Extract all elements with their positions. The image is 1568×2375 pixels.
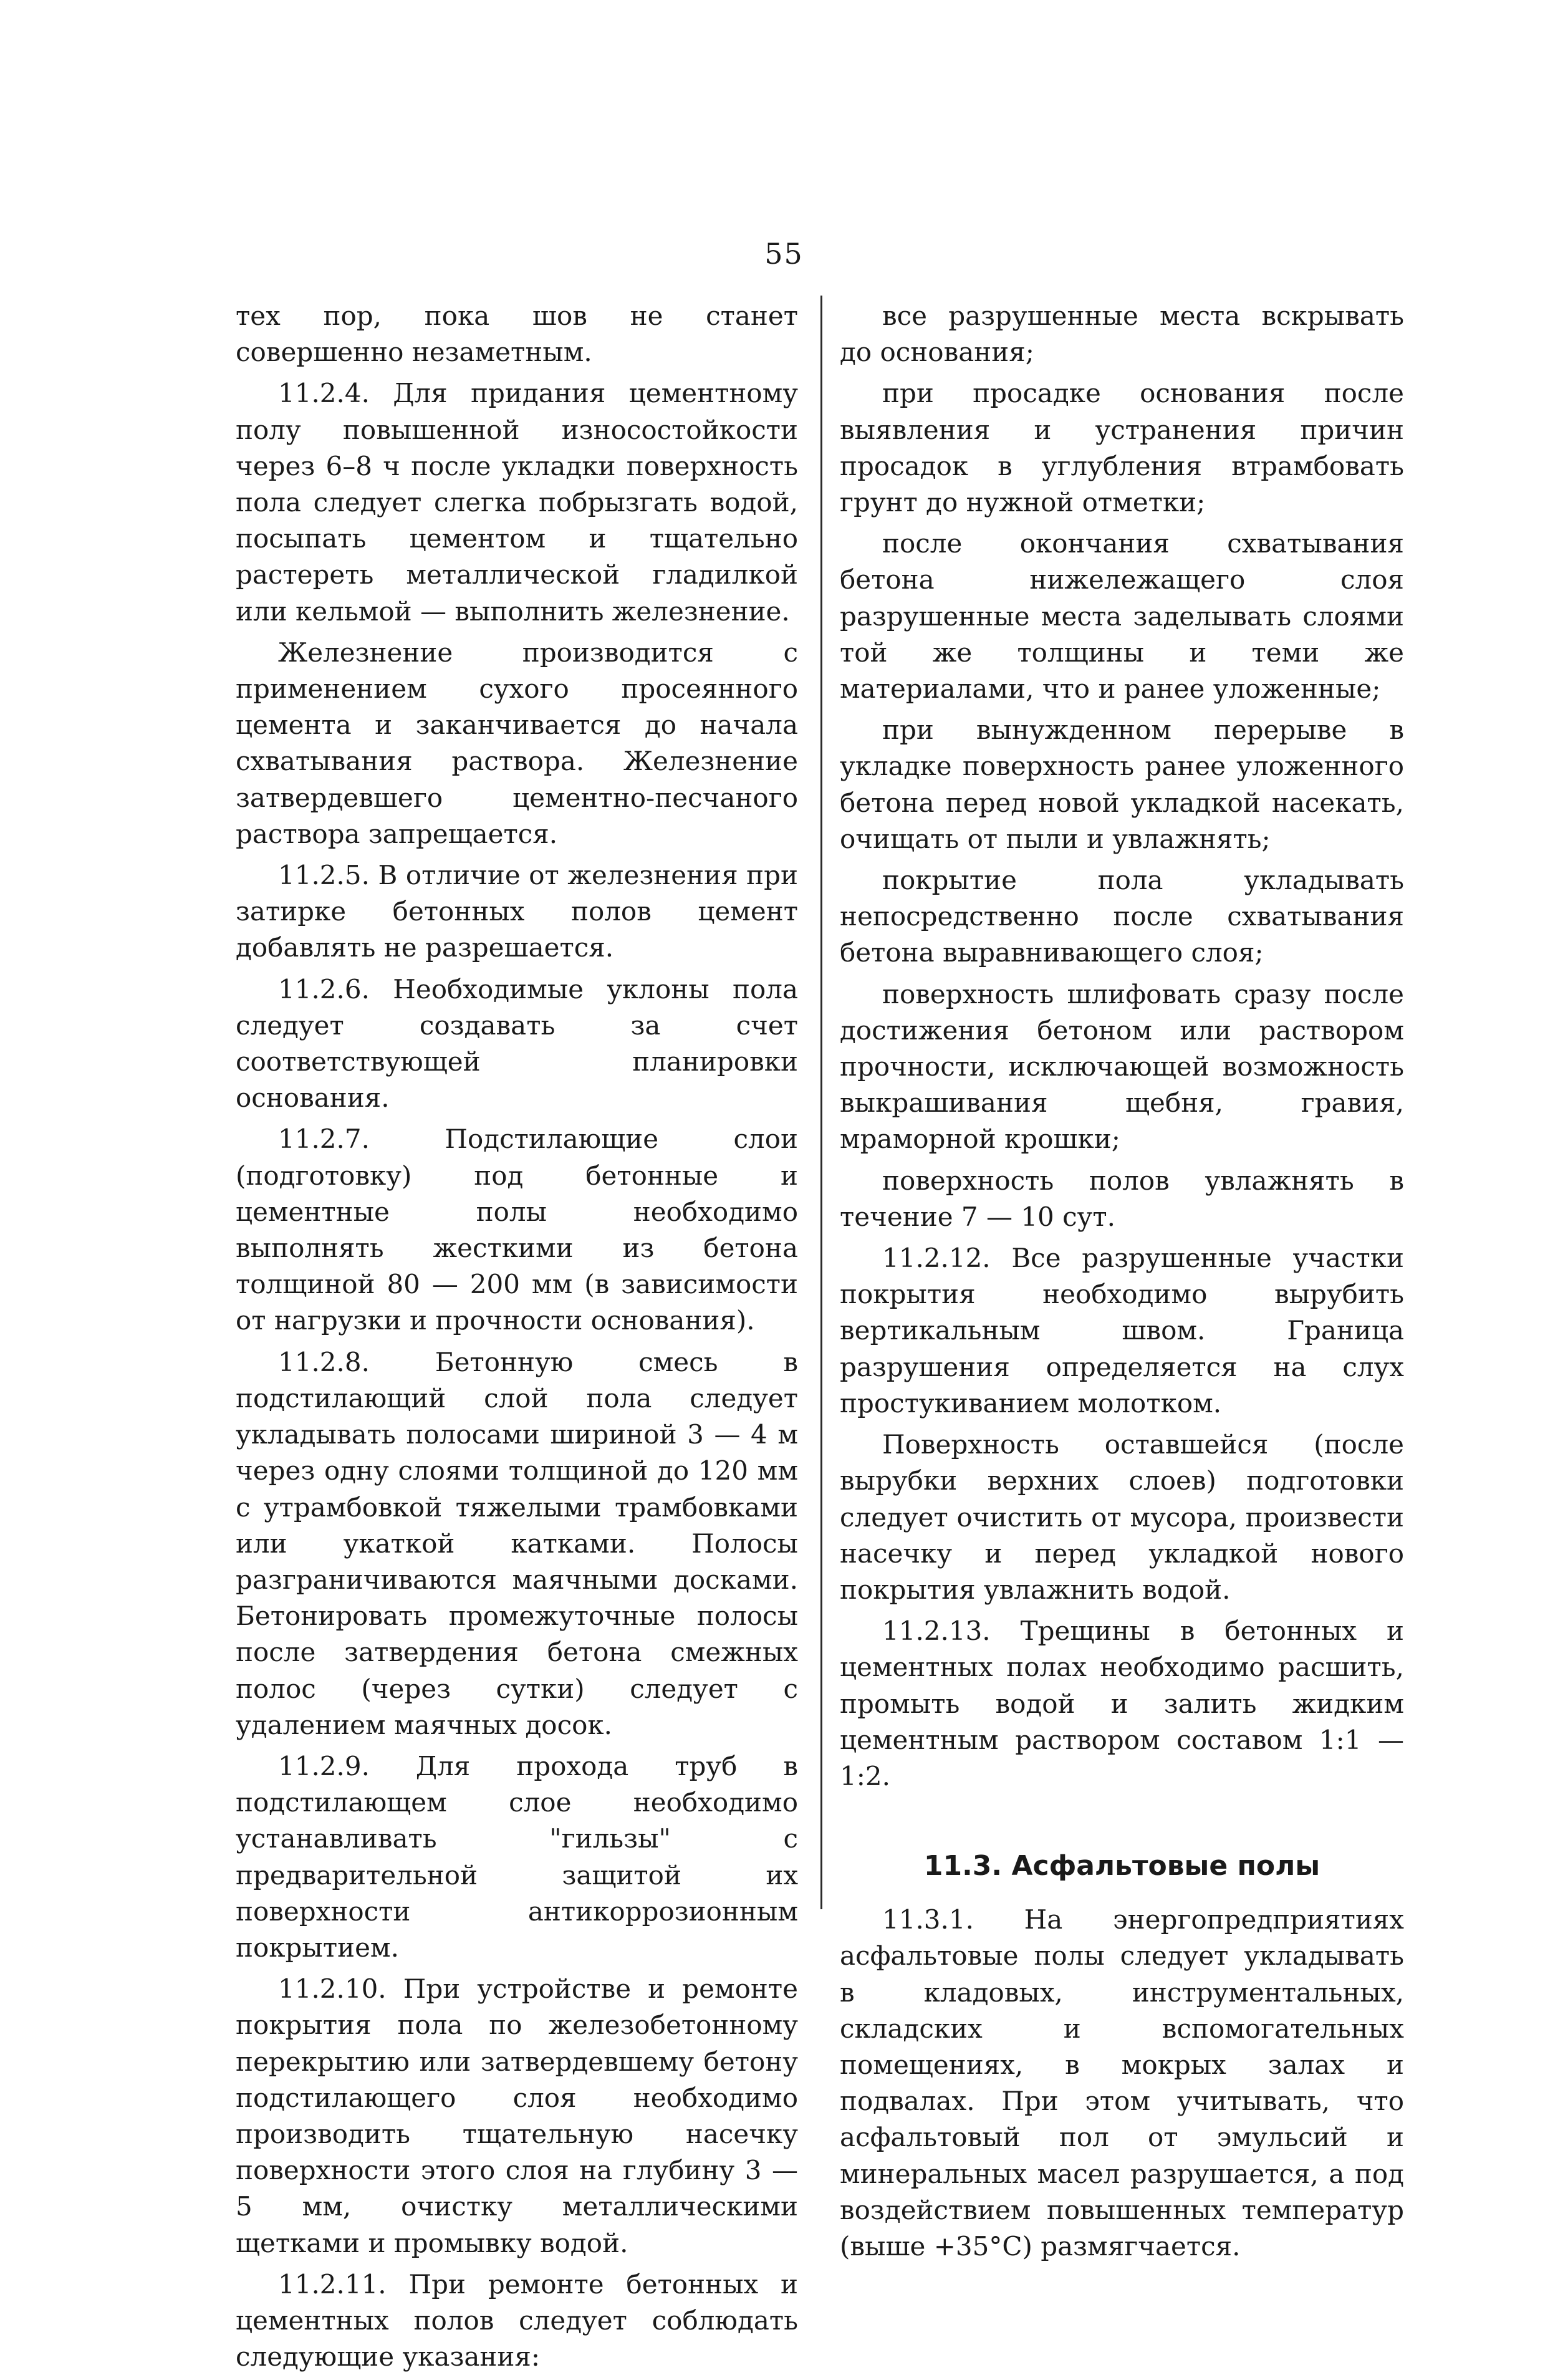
paragraph: 11.2.5. В отличие от железнения при затирке бетонных полов цемент добавлять не разрешается. — [236, 860, 798, 963]
list-item: при вынужденном перерыве в укладке поверхность ранее уложенного бетона перед новой укладкой насекать, очищать от пыли и увлажнять; — [840, 715, 1404, 854]
paragraph: 11.3.1. На энергопредприятиях асфальтовые полы следует укладывать в кладовых, инструментальных, складских и вспомогательных помещениях, в мокрых залах и подвалах. При этом учитывать, что асфальтовый пол от эмульсий и минеральных масел разрушается, а под воздействием повышенных температур (выше +35°С) размягчается. — [840, 1904, 1404, 2262]
paragraph: тех пор, пока шов не станет совершенно незаметным. — [236, 301, 798, 368]
paragraph: Железнение производится с применением сухого просеянного цемента и заканчивается до начала схватывания раствора. Железнение затвердевшего цементно-песчаного раствора запрещается. — [236, 637, 798, 849]
paragraph: 11.2.12. Все разрушенные участки покрытия необходимо вырубить вертикальным швом. Граница разрушения определяется на слух простукиванием молотком. — [840, 1243, 1404, 1419]
list-item: при просадке основания после выявления и устранения причин просадок в углубления втрамбовать грунт до нужной отметки; — [840, 378, 1404, 518]
paragraph: 11.2.10. При устройстве и ремонте покрытия пола по железобетонному перекрытию или затвердевшему бетону подстилающего слоя необходимо производить тщательную насечку поверхности этого слоя на глубину 3 — 5 мм, очистку металлическими щетками и промывку водой. — [236, 1973, 798, 2258]
paragraph: 11.2.7. Подстилающие слои (подготовку) под бетонные и цементные полы необходимо выполнять жесткими из бетона толщиной 80 — 200 мм (в зависимости от нагрузки и прочности основания). — [236, 1124, 798, 1336]
paragraph: 11.2.13. Трещины в бетонных и цементных полах необходимо расшить, промыть водой и залить жидким цементным раствором составом 1:1 — 1:2. — [840, 1616, 1404, 1791]
page-number: 55 — [764, 237, 804, 271]
right-column — [840, 298, 1404, 2265]
paragraph: 11.2.9. Для прохода труб в подстилающем слое необходимо устанавливать "гильзы" с предварительной защитой их поверхности антикоррозионным покрытием. — [236, 1750, 798, 1963]
paragraph: 11.2.11. При ремонте бетонных и цементных полов следует соблюдать следующие указания: — [236, 2268, 798, 2373]
column-divider — [820, 296, 822, 1909]
paragraph: 11.2.4. Для придания цементному полу повышенной износостойкости через 6–8 ч после укладки поверхность пола следует слегка побрызгать водой, посыпать цементом и тщательно растереть металлической гладилкой или кельмой — выполнить железнение. — [236, 378, 798, 627]
list-item: поверхность полов увлажнять в течение 7 — 10 сут. — [840, 1165, 1404, 1232]
list-item: покрытие пола укладывать непосредственно после схватывания бетона выравнивающего слоя; — [840, 865, 1404, 968]
list-item: поверхность шлифовать сразу после достижения бетоном или раствором прочности, исключающей возможность выкрашивания щебня, гравия, мраморной крошки; — [840, 978, 1404, 1155]
paragraph: Поверхность оставшейся (после вырубки верхних слоев) подготовки следует очистить от мусора, произвести насечку и перед укладкой нового покрытия увлажнить водой. — [840, 1429, 1404, 1605]
section-heading: 11.3. Асфальтовые полы — [923, 1850, 1320, 1882]
list-item: все разрушенные места вскрывать до основания; — [840, 301, 1404, 368]
paragraph: 11.2.6. Необходимые уклоны пола следует создавать за счет соответствующей планировки основания. — [236, 973, 798, 1114]
list-item: после окончания схватывания бетона нижележащего слоя разрушенные места заделывать слоями той же толщины и теми же материалами, что и ранее уложенные; — [840, 528, 1404, 705]
left-column — [236, 298, 798, 2375]
paragraph: 11.2.8. Бетонную смесь в подстилающий слой пола следует укладывать полосами шириной 3 — 4 м через одну слоями толщиной до 120 мм с утрамбовкой тяжелыми трамбовками или укаткой катками. Полосы разграничиваются маячными досками. Бетонировать промежуточные полосы после затвердения бетона смежных полос (через сутки) следует с удалением маячных досок. — [236, 1346, 798, 1740]
